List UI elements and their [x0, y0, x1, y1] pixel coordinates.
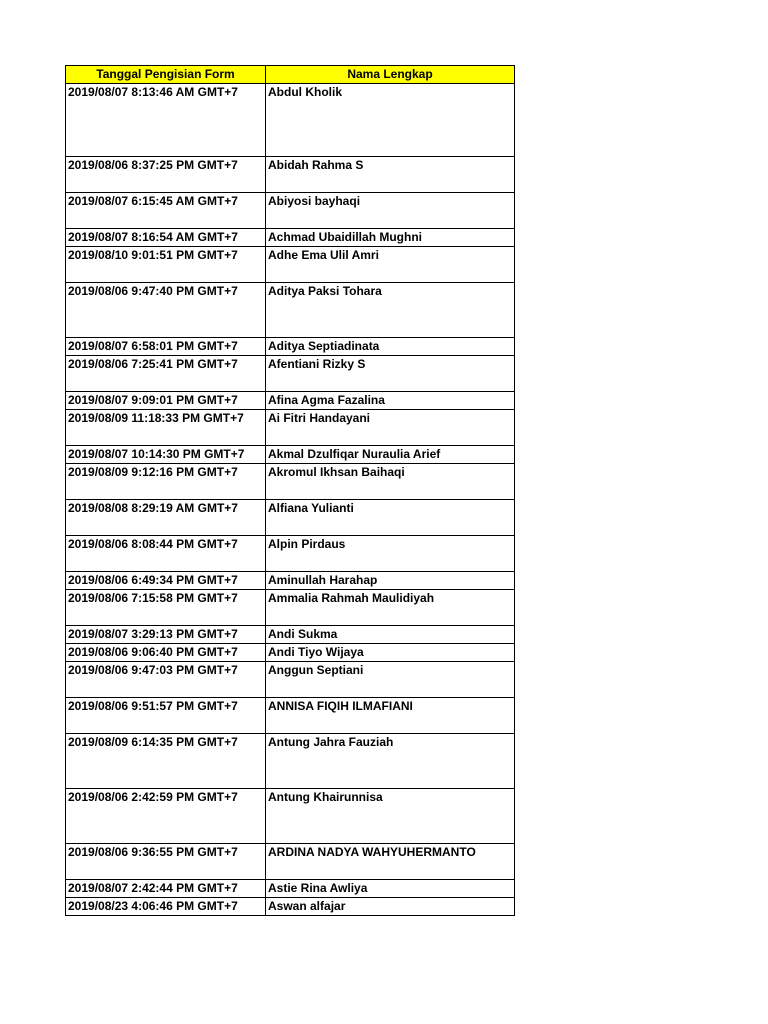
table-row: [66, 338, 515, 356]
date-cell: 2019/08/07 3:29:13 PM GMT+7: [66, 626, 266, 644]
date-cell: 2019/08/09 6:14:35 PM GMT+7: [66, 734, 266, 789]
name-cell: Akromul Ikhsan Baihaqi: [266, 464, 515, 500]
name-cell: Andi Sukma: [266, 626, 515, 644]
date-cell: 2019/08/07 6:58:01 PM GMT+7: [66, 338, 266, 356]
name-cell: Abdul Kholik: [266, 84, 515, 157]
table-row: [66, 193, 515, 229]
name-cell: Aditya Septiadinata: [266, 338, 515, 356]
table-row: [66, 283, 515, 338]
name-cell: ARDINA NADYA WAHYUHERMANTO: [266, 844, 515, 880]
date-cell: 2019/08/09 9:12:16 PM GMT+7: [66, 464, 266, 500]
date-cell: 2019/08/07 6:15:45 AM GMT+7: [66, 193, 266, 229]
table-row: [66, 84, 515, 157]
name-cell: Achmad Ubaidillah Mughni: [266, 229, 515, 247]
table-body: [66, 84, 515, 916]
table-row: [66, 898, 515, 916]
date-cell: 2019/08/06 8:08:44 PM GMT+7: [66, 536, 266, 572]
registration-table: [65, 65, 515, 916]
date-cell: 2019/08/23 4:06:46 PM GMT+7: [66, 898, 266, 916]
table-row: [66, 536, 515, 572]
date-cell: 2019/08/06 9:51:57 PM GMT+7: [66, 698, 266, 734]
name-cell: Antung Khairunnisa: [266, 789, 515, 844]
name-cell: Abiyosi bayhaqi: [266, 193, 515, 229]
date-cell: 2019/08/07 8:16:54 AM GMT+7: [66, 229, 266, 247]
table-row: [66, 698, 515, 734]
date-cell: 2019/08/06 7:15:58 PM GMT+7: [66, 590, 266, 626]
date-cell: 2019/08/07 8:13:46 AM GMT+7: [66, 84, 266, 157]
date-cell: 2019/08/06 6:49:34 PM GMT+7: [66, 572, 266, 590]
name-cell: Aditya Paksi Tohara: [266, 283, 515, 338]
name-cell: Afina Agma Fazalina: [266, 392, 515, 410]
date-cell: 2019/08/07 10:14:30 PM GMT+7: [66, 446, 266, 464]
name-cell: ANNISA FIQIH ILMAFIANI: [266, 698, 515, 734]
table-row: [66, 572, 515, 590]
table-row: [66, 844, 515, 880]
date-cell: 2019/08/06 7:25:41 PM GMT+7: [66, 356, 266, 392]
name-cell: Afentiani Rizky S: [266, 356, 515, 392]
table-row: [66, 157, 515, 193]
name-cell: Alfiana Yulianti: [266, 500, 515, 536]
name-cell: Andi Tiyo Wijaya: [266, 644, 515, 662]
table-row: [66, 644, 515, 662]
table-row: [66, 626, 515, 644]
table-row: [66, 789, 515, 844]
table-row: [66, 662, 515, 698]
name-cell: Ammalia Rahmah Maulidiyah: [266, 590, 515, 626]
name-cell: Aminullah Harahap: [266, 572, 515, 590]
name-cell: Ai Fitri Handayani: [266, 410, 515, 446]
table-row: [66, 446, 515, 464]
table-row: [66, 734, 515, 789]
table-row: [66, 356, 515, 392]
name-cell: Adhe Ema Ulil Amri: [266, 247, 515, 283]
date-cell: 2019/08/07 2:42:44 PM GMT+7: [66, 880, 266, 898]
table-row: [66, 392, 515, 410]
name-cell: Akmal Dzulfiqar Nuraulia Arief: [266, 446, 515, 464]
date-cell: 2019/08/08 8:29:19 AM GMT+7: [66, 500, 266, 536]
header-row: [66, 66, 515, 84]
date-cell: 2019/08/09 11:18:33 PM GMT+7: [66, 410, 266, 446]
table-row: [66, 410, 515, 446]
table-row: [66, 464, 515, 500]
date-cell: 2019/08/10 9:01:51 PM GMT+7: [66, 247, 266, 283]
date-cell: 2019/08/06 9:47:03 PM GMT+7: [66, 662, 266, 698]
table-row: [66, 229, 515, 247]
name-cell: Antung Jahra Fauziah: [266, 734, 515, 789]
date-cell: 2019/08/06 9:06:40 PM GMT+7: [66, 644, 266, 662]
name-cell: Abidah Rahma S: [266, 157, 515, 193]
name-cell: Astie Rina Awliya: [266, 880, 515, 898]
date-cell: 2019/08/06 2:42:59 PM GMT+7: [66, 789, 266, 844]
table-row: [66, 590, 515, 626]
date-cell: 2019/08/06 8:37:25 PM GMT+7: [66, 157, 266, 193]
header-name: Nama Lengkap: [266, 66, 515, 84]
date-cell: 2019/08/07 9:09:01 PM GMT+7: [66, 392, 266, 410]
table-row: [66, 247, 515, 283]
name-cell: Aswan alfajar: [266, 898, 515, 916]
name-cell: Anggun Septiani: [266, 662, 515, 698]
header-date: Tanggal Pengisian Form: [66, 66, 266, 84]
date-cell: 2019/08/06 9:47:40 PM GMT+7: [66, 283, 266, 338]
table-row: [66, 500, 515, 536]
date-cell: 2019/08/06 9:36:55 PM GMT+7: [66, 844, 266, 880]
name-cell: Alpin Pirdaus: [266, 536, 515, 572]
table-row: [66, 880, 515, 898]
